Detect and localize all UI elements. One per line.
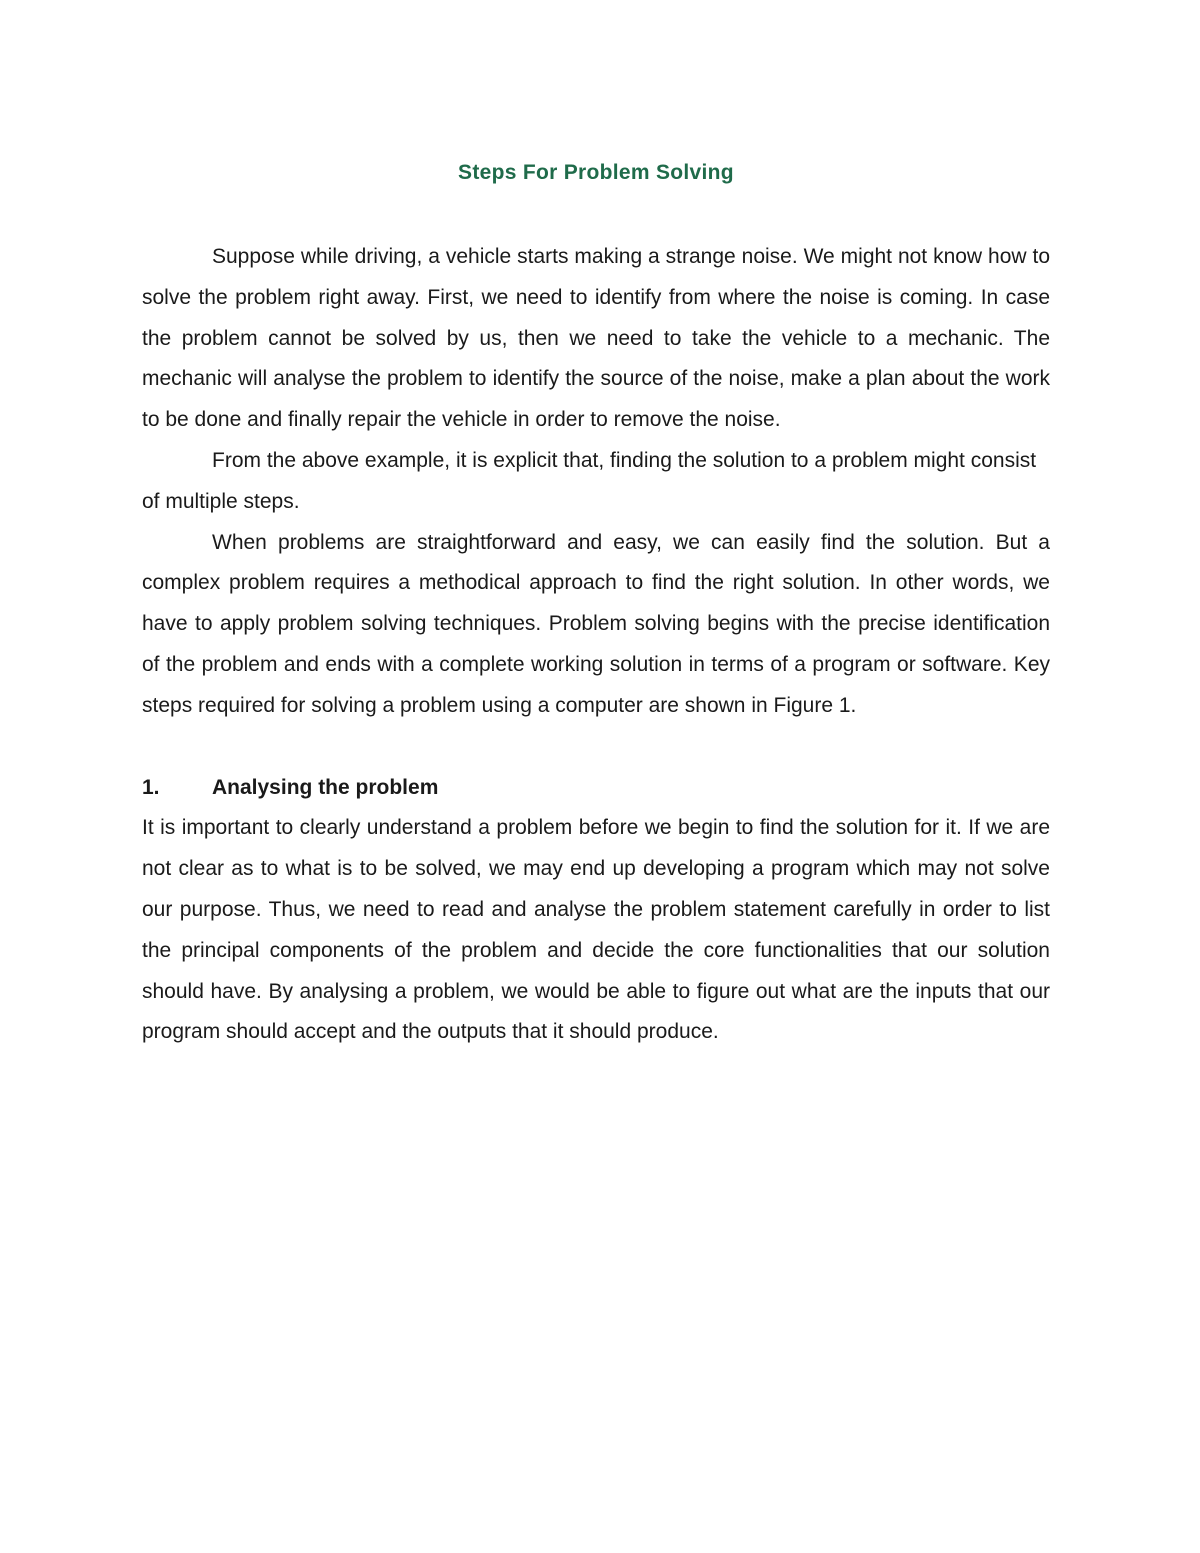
document-title: Steps For Problem Solving — [458, 161, 734, 184]
paragraph-vehicle-noise: Suppose while driving, a vehicle starts making a strange noise. We might not know how to solve the problem right away. First, we need to identify from where the noise is coming. In case the problem cannot be solved by us, then we need to take the vehicle to a mechanic. The mechanic will analyse the problem to identify the source of the noise, make a plan about the work to be done and finally repair the vehicle in order to remove the noise. — [142, 245, 1050, 432]
paragraph-multiple-steps-continued: of multiple steps. — [142, 489, 300, 513]
section-title: Analysing the problem — [212, 775, 439, 799]
paragraph-multiple-steps: From the above example, it is explicit that, finding the solution to a problem might consist — [212, 448, 1037, 472]
section-number: 1. — [142, 775, 160, 799]
section-heading-analysing — [142, 768, 1050, 809]
paragraph-analysing-body: It is important to clearly understand a problem before we begin to find the solution for it. If we are not clear as to what is to be solved, we may end up developing a program which may not solve our purpose. Thus, we need to read and analyse the problem statement carefully in order to list the principal components of the problem and decide the core functionalities that our solution should have. By analysing a problem, we would be able to figure out what are the inputs that our program should accept and the outputs that it should produce. — [142, 816, 1050, 1044]
document-body — [142, 155, 1050, 1053]
paragraph-methodical-approach: When problems are straightforward and easy, we can easily find the solution. But a complex problem requires a methodical approach to find the right solution. In other words, we have to apply problem solving techniques. Problem solving begins with the precise identification of the problem and ends with a complete working solution in terms of a program or software. Key steps required for solving a problem using a computer are shown in Figure 1. — [142, 530, 1050, 717]
